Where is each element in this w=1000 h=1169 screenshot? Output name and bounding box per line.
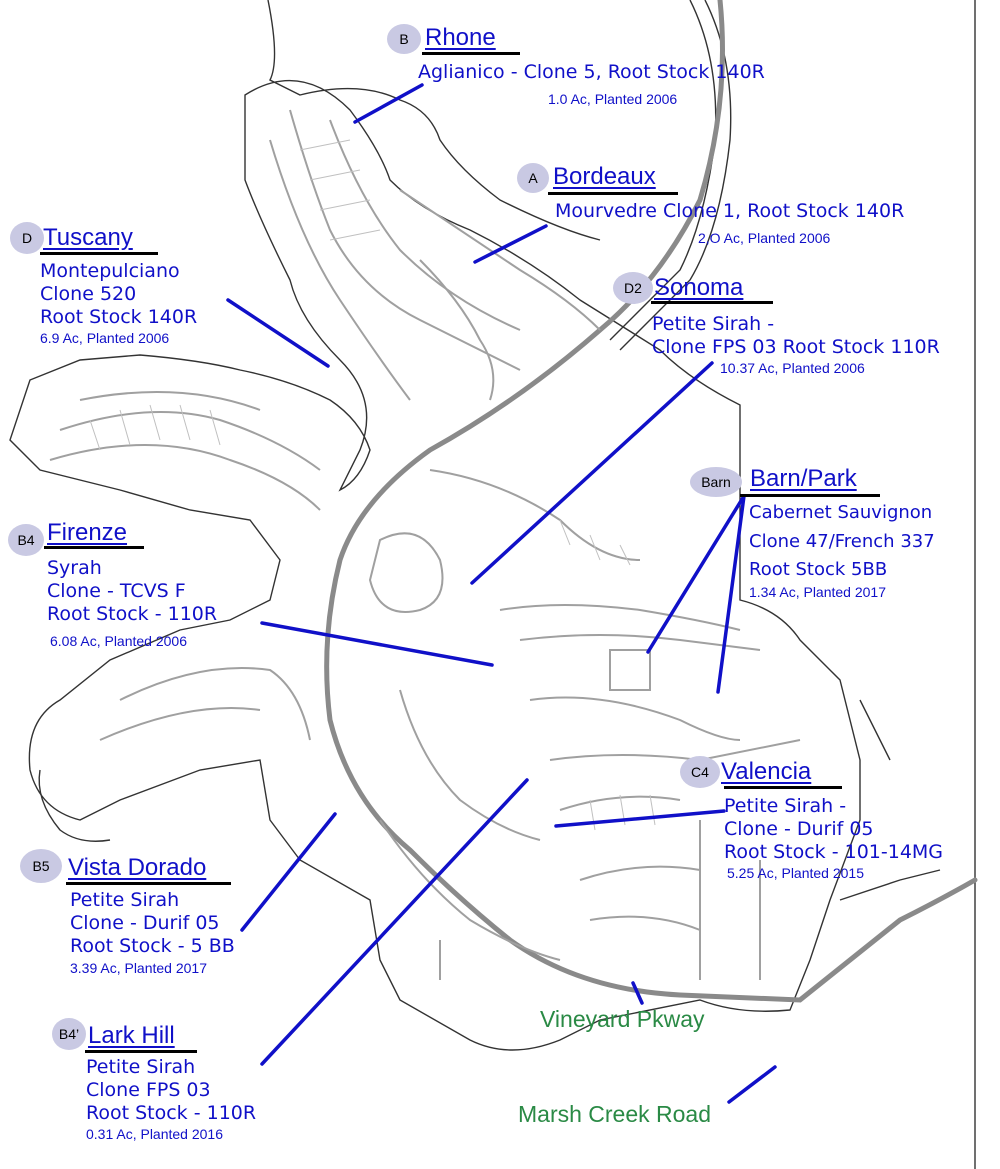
parcel-rootstock: Root Stock 140R bbox=[40, 306, 198, 328]
leader-firenze bbox=[262, 623, 492, 665]
parcel-title-barn-park: Barn/Park bbox=[750, 465, 857, 492]
parcel-clone: Clone - TCVS F bbox=[47, 580, 186, 602]
parcel-rootstock: Root Stock 5BB bbox=[749, 559, 888, 580]
leader-marsh-creek bbox=[729, 1067, 775, 1102]
parcel-variety: Cabernet Sauvignon bbox=[749, 502, 933, 523]
title-underline bbox=[422, 52, 520, 55]
parcel-badge: D bbox=[10, 222, 44, 254]
leader-sonoma bbox=[472, 363, 712, 583]
parcel-rootstock: Root Stock - 101-14MG bbox=[724, 841, 944, 863]
leader-valencia bbox=[556, 811, 724, 826]
road-label-marsh-creek: Marsh Creek Road bbox=[518, 1101, 712, 1127]
parcel-variety: Mourvedre Clone 1, Root Stock 140R bbox=[555, 200, 905, 222]
title-underline bbox=[85, 1050, 197, 1053]
parcel-outline bbox=[39, 770, 110, 841]
parcel-clone-rootstock: Clone FPS 03 Root Stock 110R bbox=[652, 336, 940, 358]
parcel-variety: Petite Sirah - bbox=[652, 313, 775, 335]
parcel-clone: Clone - Durif 05 bbox=[724, 818, 874, 840]
parcel-variety: Montepulciano bbox=[40, 260, 180, 282]
parcel-badge: B4 bbox=[8, 524, 44, 556]
parcel-variety: Petite Sirah bbox=[70, 889, 180, 911]
parcel-clone: Clone - Durif 05 bbox=[70, 912, 220, 934]
parcel-title-tuscany: Tuscany bbox=[43, 224, 133, 251]
parcel-outline bbox=[860, 700, 890, 760]
parcel-badge: B4’ bbox=[52, 1018, 86, 1050]
parcel-detail: 1.34 Ac, Planted 2017 bbox=[749, 584, 886, 600]
leader-rhone bbox=[355, 85, 422, 122]
parcel-badge: D2 bbox=[613, 272, 653, 304]
parcel-detail: 0.31 Ac, Planted 2016 bbox=[86, 1126, 223, 1142]
parcel-variety: Petite Sirah bbox=[86, 1056, 196, 1078]
title-underline bbox=[66, 882, 231, 885]
parcel-badge: A bbox=[517, 163, 549, 193]
title-underline bbox=[44, 546, 144, 549]
parcel-rootstock: Root Stock - 110R bbox=[47, 603, 218, 625]
parcel-clone: Clone 47/French 337 bbox=[749, 531, 935, 552]
parcel-variety: Aglianico - Clone 5, Root Stock 140R bbox=[418, 61, 765, 83]
parcel-detail: 10.37 Ac, Planted 2006 bbox=[720, 360, 865, 376]
parcel-title-vista-dorado: Vista Dorado bbox=[68, 854, 207, 881]
parcel-variety: Petite Sirah - bbox=[724, 795, 847, 817]
parcel-detail: 3.39 Ac, Planted 2017 bbox=[70, 960, 207, 976]
parcel-title-lark-hill: Lark Hill bbox=[88, 1022, 175, 1049]
parcel-badge: B5 bbox=[20, 849, 62, 883]
title-underline bbox=[40, 252, 158, 255]
parcel-rootstock: Root Stock - 110R bbox=[86, 1102, 257, 1124]
leader-barn-1 bbox=[648, 496, 744, 652]
parcel-detail: 6.9 Ac, Planted 2006 bbox=[40, 330, 170, 346]
parcel-badge: B bbox=[387, 24, 421, 54]
parcel-title-firenze: Firenze bbox=[47, 519, 128, 546]
parcel-rootstock: Root Stock - 5 BB bbox=[70, 935, 235, 957]
parcel-detail: 6.08 Ac, Planted 2006 bbox=[50, 633, 187, 649]
parcel-title-bordeaux: Bordeaux bbox=[553, 163, 656, 190]
parcel-detail: 1.0 Ac, Planted 2006 bbox=[548, 91, 678, 107]
title-underline bbox=[548, 192, 678, 195]
parcel-title-valencia: Valencia bbox=[721, 758, 812, 785]
road-label-vineyard-pkwy: Vineyard Pkway bbox=[540, 1006, 705, 1032]
parcel-variety: Syrah bbox=[47, 557, 102, 579]
parcel-detail: 2,O Ac, Planted 2006 bbox=[698, 230, 831, 246]
parcel-clone: Clone FPS 03 bbox=[86, 1079, 211, 1101]
parcel-clone: Clone 520 bbox=[40, 283, 137, 305]
title-underline bbox=[651, 301, 773, 304]
parcel-title-sonoma: Sonoma bbox=[654, 274, 744, 301]
parcel-badge: C4 bbox=[680, 756, 720, 788]
parcel-title-rhone: Rhone bbox=[425, 24, 496, 51]
leader-tuscany bbox=[228, 300, 328, 366]
leader-bordeaux bbox=[475, 226, 546, 262]
parcel-detail: 5.25 Ac, Planted 2015 bbox=[727, 865, 864, 881]
title-underline bbox=[740, 494, 880, 497]
title-underline bbox=[724, 786, 842, 789]
parcel-badge: Barn bbox=[690, 467, 742, 497]
